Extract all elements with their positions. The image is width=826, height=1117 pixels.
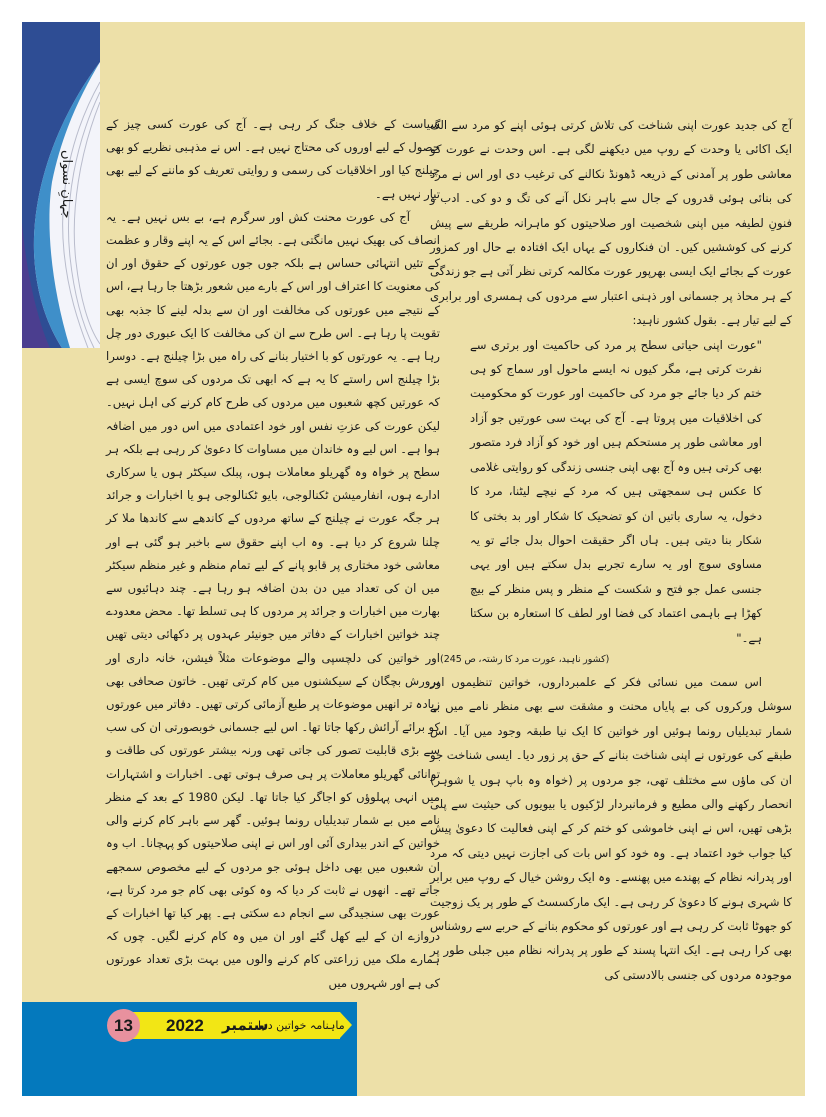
section-sidebar	[22, 22, 100, 348]
quote-citation: (کشور ناہید، عورت مرد کا رشتہ، ص 245)	[440, 653, 610, 665]
issue-month: ستمبر	[222, 1016, 269, 1034]
paragraph: آج کی عورت محنت کش اور سرگرم ہے، بے بس نہیں ہے۔ یہ انصاف کی بھیک نہیں مانگتی ہے۔ بجائے اس کے یہ اپنے وقار و عظمت کے تئیں انتہائی حساس ہے بلکہ جوں جوں عورتوں کے حقوق اور ان کی معنویت کا اعتراف اور اس کے بارے میں شعور بڑھتا جا رہا ہے، اس کے نتیجے میں عورتوں کی مخالفت اور ان سے بدلہ لینے کا جذبہ بھی تقویت پا رہا ہے۔ اس طرح سے ان کی مخالفت کا ایک عبوری دور چل رہا ہے۔ یہ عورتوں کو با اختیار بنانے کی راہ میں بڑا چیلنج ہے۔ دوسرا بڑا چیلنج اس راستے کا یہ ہے کہ ابھی تک مردوں کی سوچ ایسی ہے کہ عورتیں کچھ شعبوں میں مردوں کی طرح کام کرنے کی اہل نہیں۔ لیکن عورت کی عزتِ نفس اور خود اعتمادی میں اس دور میں اضافہ ہوا ہے۔ اس لیے وہ خاندان میں مساوات کا دعویٰ کر رہی ہے بلکہ ہر سطح پر خواہ وہ گھریلو معاملات ہوں، پبلک سیکٹر ہوں یا سرکاری ادارے ہوں، انفارمیشن ٹکنالوجی، بایو ٹکنالوجی ہو یا اخبارات و جرائد ہر جگہ عورت نے چیلنج کے ساتھ مردوں کے کاندھے سے کاندھا ملا کر چلنا شروع کر دیا ہے۔ وہ اب اپنے حقوق سے باخبر ہو گئی ہے اور معاشی خود مختاری پر قابو پانے کے لیے تمام منظم و غیر منظم سیکٹر میں ان کی تعداد میں دن بدن اضافہ ہو رہا ہے۔ چند دہائیوں سے بھارت میں اخبارات و جرائد پر مردوں کا ہی تسلط تھا۔ محض معدودے چند خواتین اخبارات کے دفاتر میں جونیئر عہدوں پر دکھائی دیتی تھیں اور خواتین کی دلچسپی والے موضوعات مثلاً فیشن، خانہ داری اور پرورش بچگان کے سیکشنوں میں کام کرتی تھیں۔ خاتون صحافی بھی زیادہ تر انھیں موضوعات پر طبع آزمائی کرتی تھیں۔ دفاتر میں عورتوں کو برائے آرائش رکھا جاتا تھا۔ اس لیے جسمانی خوبصورتی ان کی سب سے بڑی قابلیت تصور کی جاتی تھی ورنہ بیشتر عورتوں کی طاقت و توانائی گھریلو معاملات پر ہی صرف ہوتی تھی۔ اخبارات و اشتہارات میں انہی پہلوؤں کو اجاگر کیا جاتا تھا۔ لیکن 1980 کے بعد کے منظر نامے میں بے شمار تبدیلیاں رونما ہوئیں۔ گھر سے باہر کام کرنے والی خواتین کے اندر بیداری آئی اور اس نے اپنی صلاحیتوں کو پہچانا۔ اب وہ ان شعبوں میں بھی داخل ہوئی جو مردوں کے لیے مخصوص سمجھے جاتے تھے۔ انھوں نے ثابت کر دیا کہ وہ کوئی بھی کام جو مرد کرتا ہے، عورت بھی سنجیدگی سے انجام دے سکتی ہے۔ پھر کیا تھا اخبارات کے دروازے ان کے لیے کھل گئے اور ان میں وہ کام کرنے لگیں۔ چوں کہ ہمارے ملک میں زراعتی کام کرنے والوں میں بہت بڑی تعداد عورتوں کی ہے اور شہروں میں	[106, 209, 440, 990]
page-number: 13	[107, 1009, 140, 1042]
article-column-right	[430, 113, 792, 987]
section-title: جہانِ نسواں	[59, 149, 74, 219]
paragraph: آج کی جدید عورت اپنی شناخت کی تلاش کرتی ہوئی اپنے کو مرد سے الگ ایک اکائی یا وحدت کے روپ میں دیکھنے لگی ہے۔ اس وحدت نے عورت کو معاشی طور پر آمدنی کے ذریعہ ڈھونڈ نکالنے کی ترغیب دی اور اس نے مرد کی بنائی ہوئی قدروں کے جال سے باہر نکل آنے کی تگ و دو کی۔ ادب و فنونِ لطیفہ میں اپنی شخصیت اور صلاحیتوں کو ماہرانہ طریقے سے پیش کرنے کی کوششیں کیں۔ ان فنکاروں کے یہاں ایک افتادہ بے حال اور کمزور عورت کے بجائے ایک ایسی بھرپور عورت مکالمہ کرتی نظر آتی ہے جو زندگی کے ہر محاذ پر جسمانی اور ذہنی اعتبار سے مردوں کی ہمسری اور برابری کے لیے تیار ہے۔ بقول کشور ناہید:	[430, 118, 792, 328]
block-quote: "عورت اپنی حیاتی سطح پر مرد کی حاکمیت اور برتری سے نفرت کرتی ہے، مگر کیوں نہ ایسے ماحول اور سماج کو ہی ختم کر دیا جائے جو مرد کی حاکمیت اور عورت کو محکومیت کی اخلاقیات میں پروتا ہے۔ آج کی بہت سی عورتیں جو آزاد اور معاشی طور پر مستحکم ہیں اور خود کو آزاد فرد متصور بھی کرتی ہیں وہ آج بھی اپنی جنسی زندگی کو روایتی غلامی کا عکس ہی سمجھتی ہیں کہ مرد کے نیچے لیٹنا، مرد کا دخول، یہ ساری باتیں ان کو تضحیک کا شکار اور بد بختی کا شکار بنا دیتی ہیں۔ ہاں اگر حقیقت احوال بدل جائے تو یہ مساوی سوچ اور یہ سارے تجربے بدل سکتے ہیں اور یہی جنسی عمل جو فتح و شکست کے منظر و پس منظر کے بیچ کھڑا ہے باہمی اعتماد کی فضا اور لطف کا استعارہ بن سکتا ہے۔"	[470, 337, 762, 645]
paragraph: اس سمت میں نسائی فکر کے علمبرداروں، خواتین تنظیموں اور سوشل ورکروں کی بے پایاں محنت و مشقت سے بھی منظر نامے میں بے شمار تبدیلیاں رونما ہوئیں اور خواتین کا ایک نیا طبقہ وجود میں آیا۔ اس طبقے کی عورتوں نے اپنی شناخت بنانے کے حق پر زور دیا۔ ایسی شناخت جو ان کی ماؤں سے مختلف تھی، جو مردوں پر (خواہ وہ باپ ہوں یا شوہر) انحصار رکھنے والی مطیع و فرمانبردار لڑکیوں یا بیویوں کی حیثیت سے پلی بڑھی تھیں، اس نے اپنی خاموشی کو ختم کر کے اپنی فعالیت کا دعویٰ پیش کیا جواب خود اعتماد ہے۔ وہ خود کو اس بات کی اجازت نہیں دیتی کہ مرد اور پدرانہ نظام کے پھندے میں پھنسے۔ وہ ایک روشن خیال کے روپ میں برابر کا شہری ہونے کا دعویٰ کر رہی ہے۔ ایک مارکسسٹ کے طور پر یک زوجیت کو جھوٹا ثابت کر رہی ہے اور عورتوں کو محکوم بنانے کے حربے سے روشناس بھی کرا رہی ہے۔ ایک انتہا پسند کے طور پر پدرانہ نظام میں جبلی طور پر موجودہ مردوں کی جنسی بالادستی کی	[430, 674, 792, 982]
paragraph: سیاست کے خلاف جنگ کر رہی ہے۔ آج کی عورت کسی چیز کے حصول کے لیے اوروں کی محتاج نہیں ہے۔ اس نے مذہبی نظریے کو بھی چیلنج کیا اور اخلاقیات کی رسمی و روایتی تعریف کو ماننے کے لیے بھی تیار نہیں ہے۔	[106, 117, 440, 201]
article-column-left	[106, 113, 440, 995]
issue-year: 2022	[166, 1016, 204, 1035]
magazine-name: ماہنامہ خواتین دنیا	[258, 1019, 345, 1032]
